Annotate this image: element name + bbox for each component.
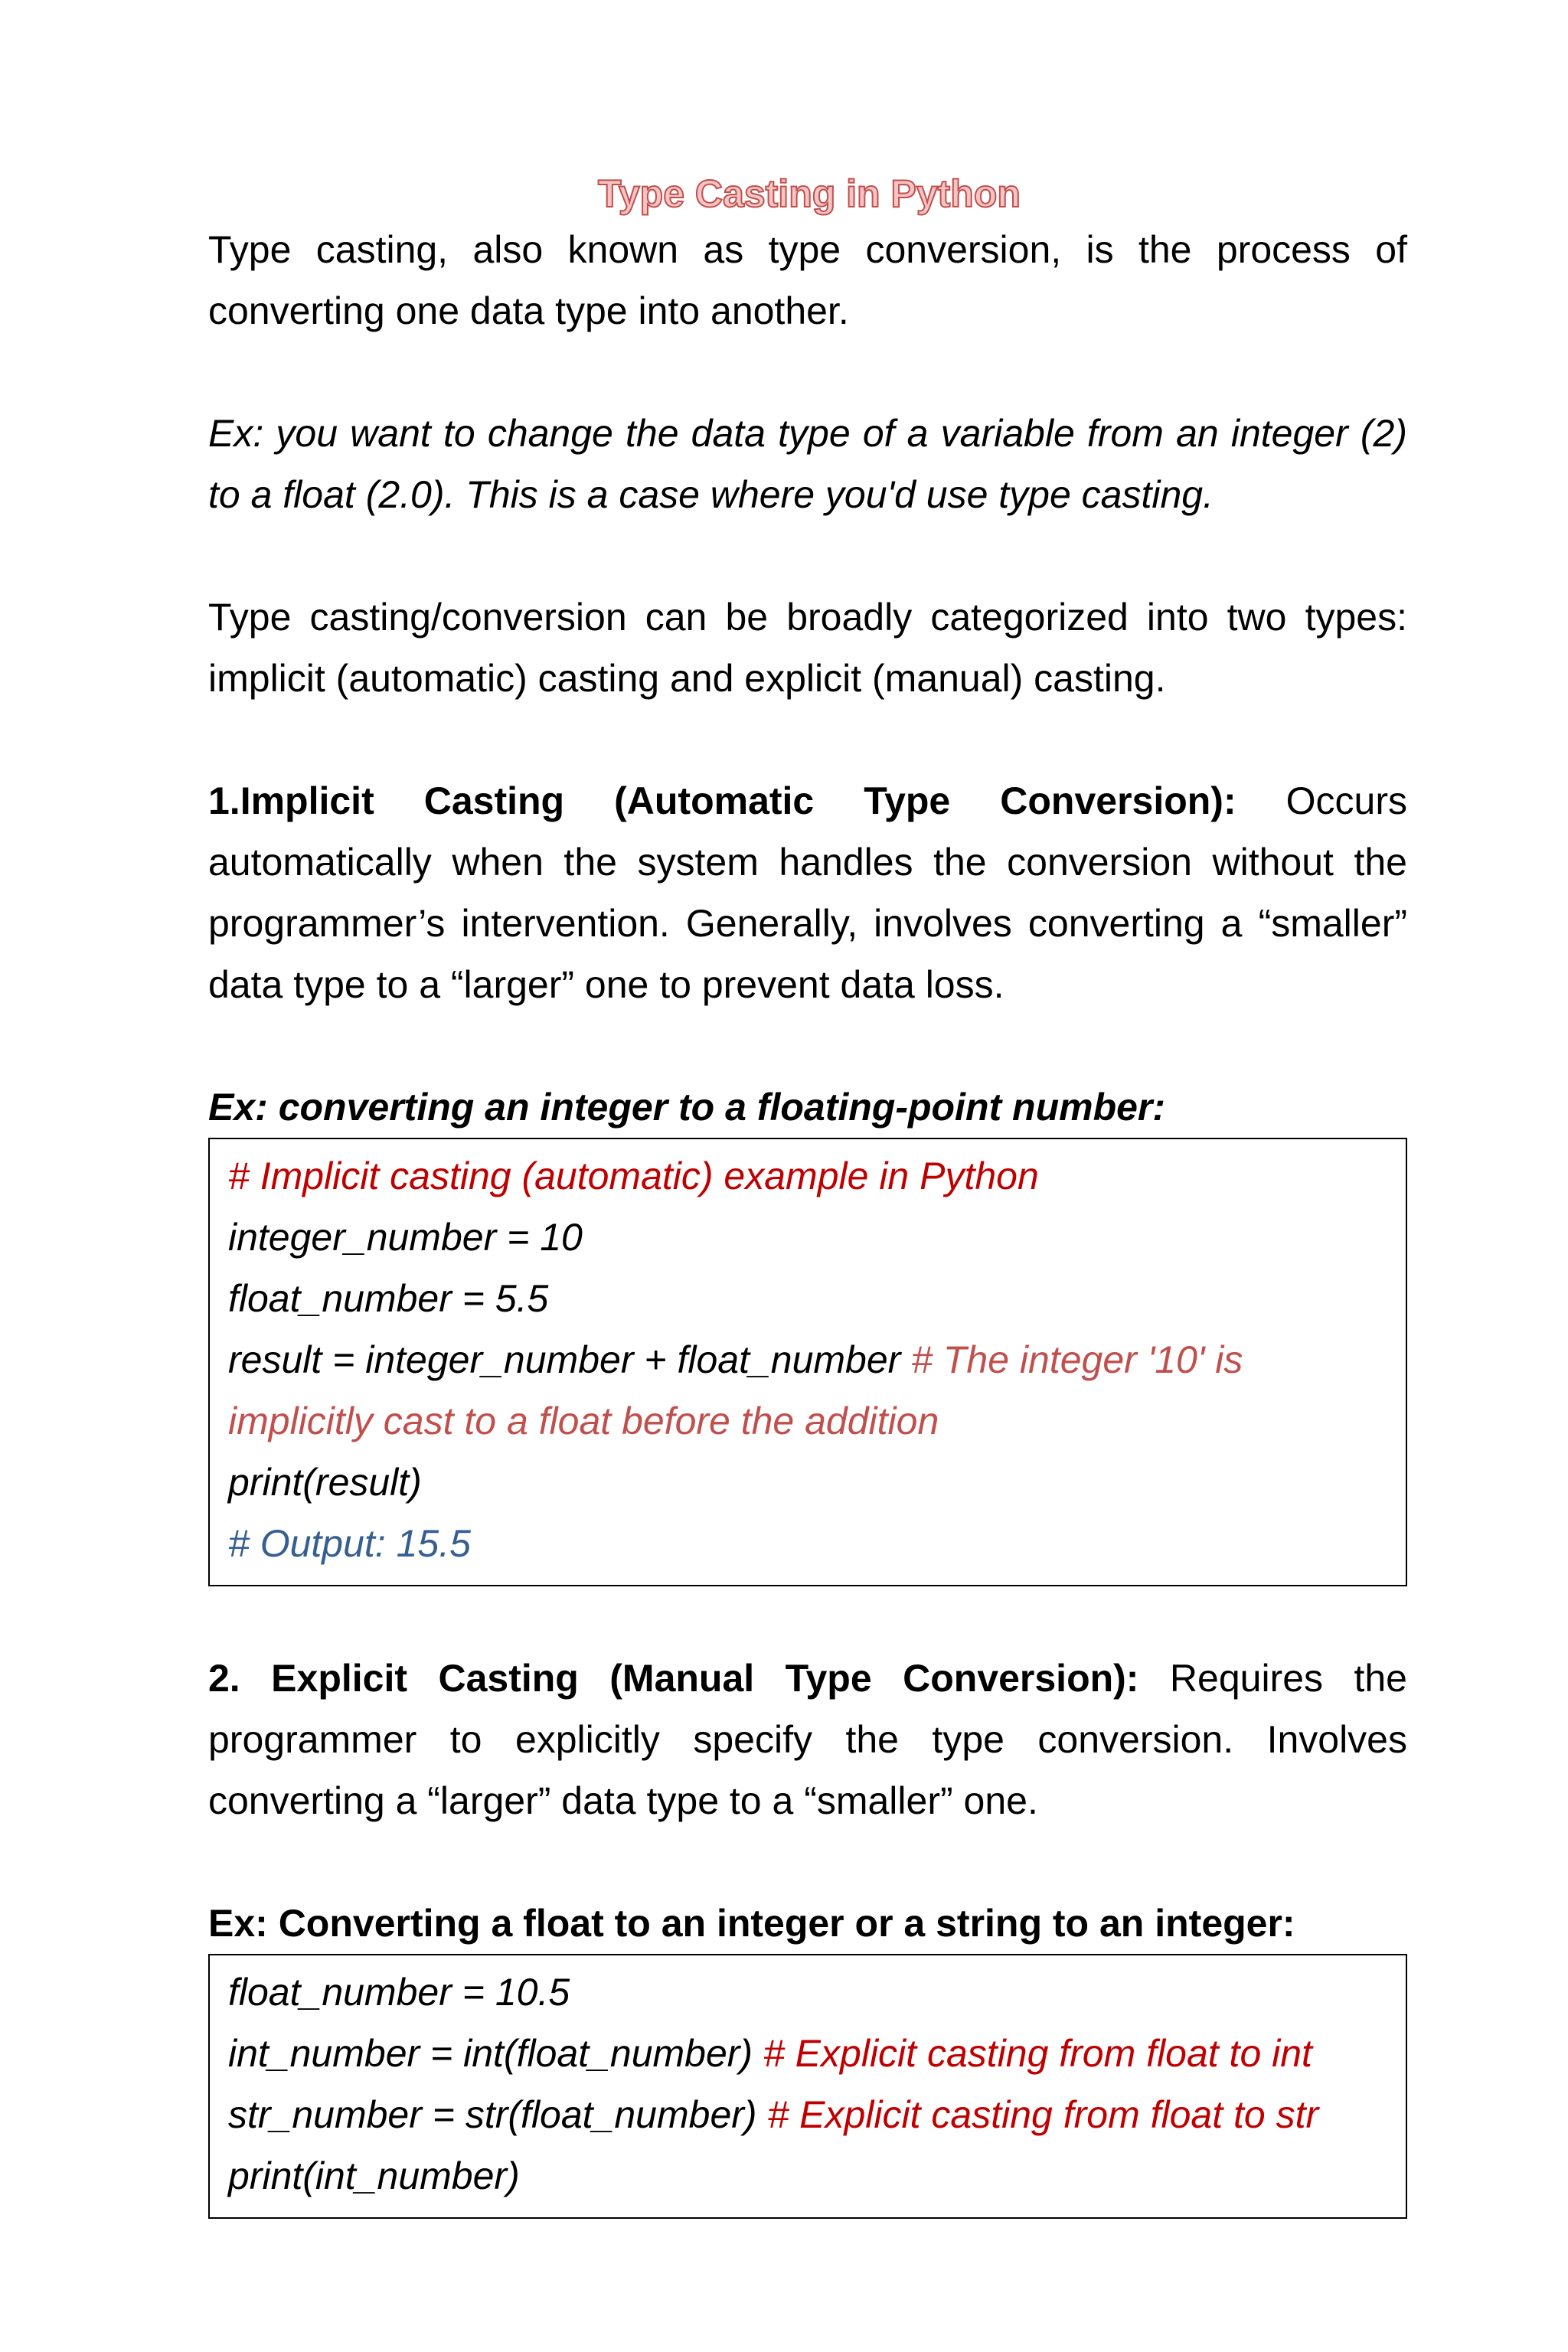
code-output-comment: # Output: 15.5 — [228, 1522, 471, 1565]
spacer — [208, 525, 1407, 586]
spacer — [208, 341, 1407, 403]
code-line — [228, 1329, 1387, 1452]
implicit-section-paragraph — [208, 770, 1407, 1015]
implicit-code-block — [208, 1138, 1407, 1586]
page-title: Type Casting in Python — [598, 172, 1021, 215]
code-statement: str_number = str(float_number) — [228, 2093, 768, 2136]
implicit-description: Occurs automatically when the system handles the conversion without the programmer’s intervention. Generally, involves converting a “smaller” data type to a “larger” one to prevent data loss. — [208, 779, 1407, 1006]
code-line: float_number = 10.5 — [228, 1971, 570, 2014]
implicit-example-heading: Ex: converting an integer to a floating-point number: — [208, 1086, 1166, 1129]
explicit-code-block — [208, 1954, 1407, 2219]
explicit-section-paragraph — [208, 1648, 1407, 1831]
explicit-example-heading: Ex: Converting a float to an integer or a string to an integer: — [208, 1902, 1295, 1945]
code-comment: # Implicit casting (automatic) example in Python — [228, 1155, 1039, 1197]
categories-paragraph: Type casting/conversion can be broadly categorized into two types: implicit (automatic) casting and explicit (manual) casting. — [208, 596, 1407, 700]
example-intro-paragraph: Ex: you want to change the data type of a variable from an integer (2) to a float (2.0). This is a case where you'd use type casting. — [208, 412, 1407, 516]
code-line: print(result) — [228, 1461, 422, 1504]
spacer — [208, 1015, 1407, 1076]
code-line: print(int_number) — [228, 2154, 520, 2197]
code-statement: int_number = int(float_number) — [228, 2032, 763, 2075]
code-line — [228, 2084, 1387, 2145]
code-line — [228, 2023, 1387, 2084]
code-comment: # Explicit casting from float to str — [767, 2093, 1319, 2136]
code-line: integer_number = 10 — [228, 1216, 583, 1259]
document-page — [208, 168, 1407, 2219]
code-statement: result = integer_number + float_number — [228, 1338, 912, 1381]
explicit-heading: 2. Explicit Casting (Manual Type Conversion): — [208, 1657, 1139, 1700]
implicit-heading: 1.Implicit Casting (Automatic Type Conversion): — [208, 779, 1236, 822]
code-comment: # Explicit casting from float to int — [763, 2032, 1312, 2075]
code-comment: # The integer '10' is implicitly cast to a float before the addition — [228, 1338, 1254, 1442]
spacer — [208, 709, 1407, 770]
spacer — [208, 1586, 1407, 1648]
spacer — [208, 1831, 1407, 1893]
intro-paragraph: Type casting, also known as type conversion, is the process of converting one data type into another. — [208, 228, 1407, 332]
explicit-description: Requires the programmer to explicitly specify the type conversion. Involves converting a “larger” data type to a “smaller” one. — [208, 1657, 1407, 1822]
code-line: float_number = 5.5 — [228, 1277, 549, 1320]
